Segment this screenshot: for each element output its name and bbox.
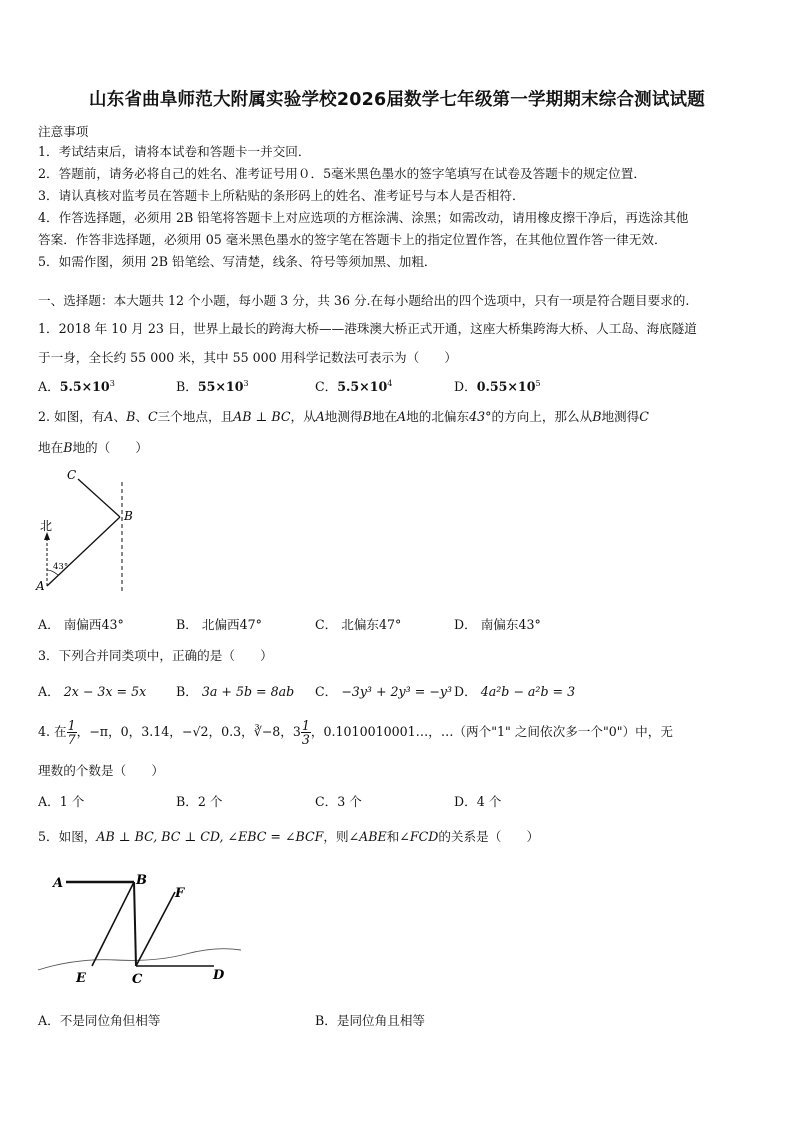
label-d: D	[213, 968, 225, 983]
q1-option-b[interactable]: B．$55\times 10^3$	[176, 379, 249, 394]
q5-figure	[36, 862, 246, 992]
notice-item: 2．答题前，请务必将自己的姓名、准考证号用０．5毫米黑色墨水的签字笔填写在试卷及答题卡的规定位置．	[38, 166, 646, 181]
q4-option-a[interactable]: A．1 个	[38, 794, 85, 809]
segment-ab	[47, 517, 120, 586]
notice-item: 答案．作答非选择题，必须用 05 毫米黑色墨水的签字笔在答题卡上的指定位置作答，在其他位置作答一律无效．	[38, 232, 667, 247]
segment-bc	[134, 882, 136, 966]
segment-cb	[78, 479, 120, 517]
q4-stem-line1: 4. 在 $\frac{1}{7}$ ，−π，0，3.14，−√2，0.3，∛−8，3 $\frac{1}{3}$ ，0.1010010001…，…（两个"1" 之间依次多一个"0"）中，无	[38, 718, 673, 747]
label-e: E	[76, 971, 86, 986]
section-heading: 一、选择题：本大题共 12 个小题，每小题 3 分，共 36 分.在每小题给出的四个选项中，只有一项是符合题目要求的.	[38, 293, 690, 308]
q4-option-d[interactable]: D．4 个	[454, 794, 502, 809]
q1-stem-line1: 1．2018 年 10 月 23 日，世界上最长的跨海大桥——港珠澳大桥正式开通，这座大桥集跨海大桥、人工岛、海底隧道	[38, 321, 697, 336]
q2-option-d[interactable]: D． 南偏东43°	[454, 617, 541, 632]
label-f: F	[175, 886, 185, 901]
q4-option-c[interactable]: C．3 个	[315, 794, 362, 809]
q3-option-b[interactable]: B． 3a + 5b = 8ab	[176, 684, 295, 699]
notice-item: 1．考试结束后，请将本试卷和答题卡一并交回．	[38, 144, 311, 159]
notice-item: 5．如需作图，须用 2B 铅笔绘、写清楚，线条、符号等须加黑、加粗．	[38, 254, 437, 269]
q1-option-d[interactable]: D．$0.55\times 10^5$	[454, 379, 541, 394]
notice-item: 3．请认真核对监考员在答题卡上所粘贴的条形码上的姓名、准考证号与本人是否相符．	[38, 188, 525, 203]
q2-option-c[interactable]: C． 北偏东47°	[315, 617, 402, 632]
q3-stem: 3．下列合并同类项中，正确的是（ ）	[38, 648, 273, 663]
mixed-fraction: $\frac{1}{3}$	[301, 718, 310, 747]
q3-option-c[interactable]: C． −3y³ + 2y³ = −y³	[315, 684, 452, 699]
notice-item: 4．作答选择题，必须用 2B 铅笔将答题卡上对应选项的方框涂满、涂黑；如需改动，请用橡皮擦干净后，再选涂其他	[38, 210, 689, 225]
label-a: A	[53, 876, 64, 891]
q3-option-a[interactable]: A． 2x − 3x = 5x	[38, 684, 147, 699]
q3-option-d[interactable]: D． 4a²b − a²b = 3	[454, 684, 576, 699]
q1-option-a[interactable]: A．$5.5\times 10^3$	[38, 379, 115, 394]
label-b: B	[136, 873, 147, 888]
segment-be	[92, 882, 134, 966]
q2-stem-line2: 地在B地的（ ）	[38, 440, 149, 455]
label-a: A	[36, 579, 45, 593]
segment-cf	[136, 892, 175, 966]
q1-option-c[interactable]: C．$5.5\times 10^4$	[315, 379, 393, 394]
label-c: C	[67, 468, 77, 482]
label-b: B	[124, 509, 133, 523]
q5-stem: 5．如图，AB ⊥ BC, BC ⊥ CD, ∠EBC = ∠BCF，则∠ABE和∠FCD的关系是（ ）	[38, 829, 540, 844]
north-arrow-icon	[44, 532, 50, 540]
notice-heading: 注意事项	[38, 124, 89, 139]
page-title: 山东省曲阜师范大附属实验学校2026届数学七年级第一学期期末综合测试试题	[89, 90, 705, 110]
q5-option-b[interactable]: B．是同位角且相等	[315, 1013, 426, 1028]
q2-option-a[interactable]: A． 南偏西43°	[38, 617, 124, 632]
q2-option-b[interactable]: B． 北偏西47°	[176, 617, 262, 632]
q1-stem-line2: 于一身，全长约 55 000 米，其中 55 000 用科学记数法可表示为（ ）	[38, 350, 457, 365]
label-north: 北	[39, 519, 53, 533]
q4-option-b[interactable]: B．2 个	[176, 794, 223, 809]
q2-figure	[34, 462, 144, 602]
fraction-one-seventh: $\frac{1}{7}$	[67, 718, 76, 747]
label-c: C	[132, 972, 143, 987]
q2-stem-line1: 2. 如图，有A、B、C三个地点，且AB ⊥ BC，从A地测得B地在A地的北偏东43°的方向上，那么从B地测得C	[38, 409, 649, 424]
q5-option-a[interactable]: A．不是同位角但相等	[38, 1013, 161, 1028]
label-angle: 43°	[53, 562, 69, 572]
q4-stem-line2: 理数的个数是（ ）	[38, 763, 164, 778]
